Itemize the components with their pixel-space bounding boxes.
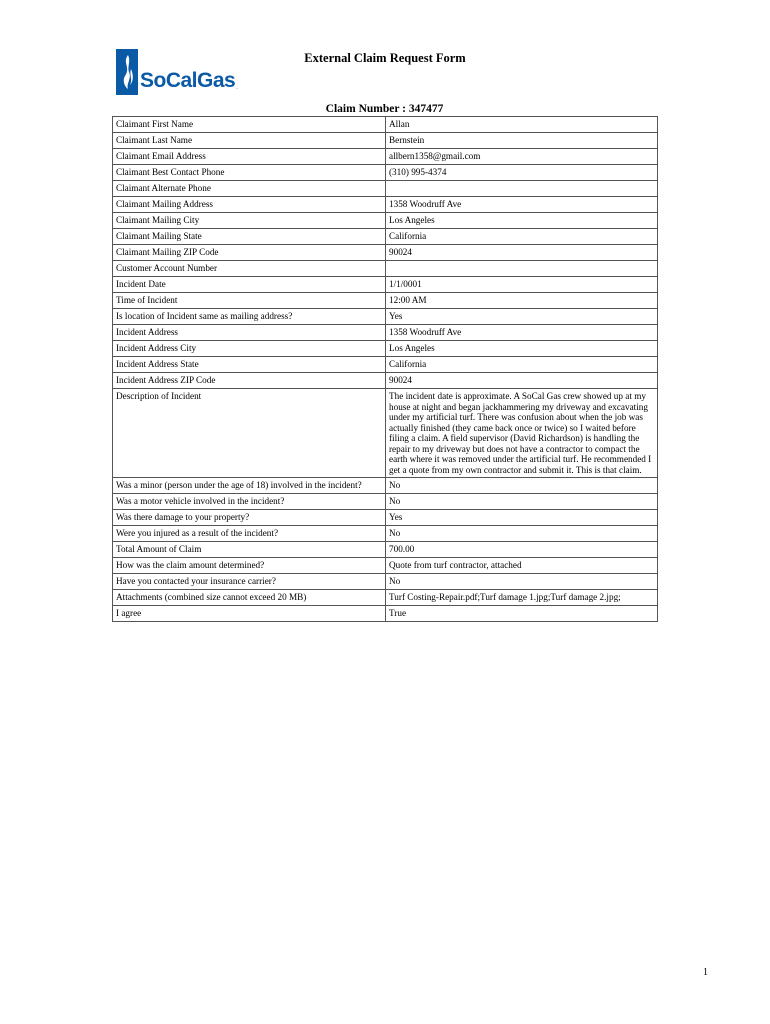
field-value: True — [386, 606, 658, 622]
field-value: 90024 — [386, 373, 658, 389]
field-label: Time of Incident — [113, 293, 386, 309]
table-row — [113, 309, 658, 325]
table-row — [113, 558, 658, 574]
field-label: I agree — [113, 606, 386, 622]
field-label: Was a minor (person under the age of 18) involved in the incident? — [113, 478, 386, 494]
field-value: 90024 — [386, 245, 658, 261]
logo-wordmark: SoCalGas — [140, 69, 236, 92]
claim-number: Claim Number : 347477 — [325, 103, 444, 115]
field-value: Allan — [386, 117, 658, 133]
table-row — [113, 213, 658, 229]
field-value: Los Angeles — [386, 213, 658, 229]
field-label: Incident Address ZIP Code — [113, 373, 386, 389]
table-row — [113, 293, 658, 309]
field-label: Claimant Email Address — [113, 149, 386, 165]
claim-details-table — [112, 116, 658, 622]
field-label: Incident Date — [113, 277, 386, 293]
field-label: Description of Incident — [113, 389, 386, 478]
field-label: Have you contacted your insurance carrier? — [113, 574, 386, 590]
table-row — [113, 277, 658, 293]
field-value: No — [386, 494, 658, 510]
table-row — [113, 165, 658, 181]
field-label: Claimant First Name — [113, 117, 386, 133]
table-row — [113, 181, 658, 197]
table-row — [113, 117, 658, 133]
form-title: External Claim Request Form — [304, 51, 466, 65]
field-value: allbern1358@gmail.com — [386, 149, 658, 165]
field-value: 1/1/0001 — [386, 277, 658, 293]
table-row — [113, 526, 658, 542]
field-label: Incident Address — [113, 325, 386, 341]
field-label: Total Amount of Claim — [113, 542, 386, 558]
field-value: 1358 Woodruff Ave — [386, 197, 658, 213]
field-value: (310) 995-4374 — [386, 165, 658, 181]
field-label: Claimant Mailing City — [113, 213, 386, 229]
field-value: Los Angeles — [386, 341, 658, 357]
page-number: 1 — [703, 967, 708, 978]
table-row — [113, 341, 658, 357]
field-value: California — [386, 357, 658, 373]
table-row — [113, 261, 658, 277]
field-label: Customer Account Number — [113, 261, 386, 277]
table-row — [113, 229, 658, 245]
table-row — [113, 494, 658, 510]
field-value: No — [386, 478, 658, 494]
logo-trademark: . — [236, 85, 238, 91]
field-label: Claimant Mailing State — [113, 229, 386, 245]
field-label: Incident Address State — [113, 357, 386, 373]
table-row — [113, 357, 658, 373]
field-label: How was the claim amount determined? — [113, 558, 386, 574]
table-row — [113, 245, 658, 261]
field-label: Claimant Best Contact Phone — [113, 165, 386, 181]
field-value: The incident date is approximate. A SoCal Gas crew showed up at my house at night and began jackhammering my driveway and excavating under my artificial turf. There was confusion about when the job was actually finished (they came back once or twice) so I waited before filing a claim. A field supervisor (David Richardson) is handling the repair to my driveway but does not have a contractor to compact the earth where it was removed under the artificial turf. He recommended I get a quote from my own contractor and submit it. This is that claim. — [386, 389, 658, 478]
table-row — [113, 510, 658, 526]
field-value: California — [386, 229, 658, 245]
field-value: Yes — [386, 510, 658, 526]
field-value — [386, 261, 658, 277]
table-row — [113, 197, 658, 213]
field-label: Claimant Last Name — [113, 133, 386, 149]
table-row — [113, 373, 658, 389]
field-value: 1358 Woodruff Ave — [386, 325, 658, 341]
field-value: No — [386, 526, 658, 542]
table-row — [113, 325, 658, 341]
table-row — [113, 606, 658, 622]
table-row — [113, 149, 658, 165]
field-label: Claimant Mailing Address — [113, 197, 386, 213]
table-row — [113, 133, 658, 149]
field-value: Yes — [386, 309, 658, 325]
table-row — [113, 542, 658, 558]
field-label: Is location of Incident same as mailing address? — [113, 309, 386, 325]
field-value: No — [386, 574, 658, 590]
field-label: Was a motor vehicle involved in the incident? — [113, 494, 386, 510]
field-value: 700.00 — [386, 542, 658, 558]
field-label: Were you injured as a result of the incident? — [113, 526, 386, 542]
table-row — [113, 574, 658, 590]
field-label: Claimant Alternate Phone — [113, 181, 386, 197]
field-value — [386, 181, 658, 197]
field-value: 12:00 AM — [386, 293, 658, 309]
field-value: Quote from turf contractor, attached — [386, 558, 658, 574]
table-row — [113, 478, 658, 494]
field-label: Was there damage to your property? — [113, 510, 386, 526]
table-row — [113, 389, 658, 478]
field-label: Attachments (combined size cannot exceed 20 MB) — [113, 590, 386, 606]
field-label: Claimant Mailing ZIP Code — [113, 245, 386, 261]
table-row — [113, 590, 658, 606]
field-label: Incident Address City — [113, 341, 386, 357]
field-value: Bernstein — [386, 133, 658, 149]
field-value: Turf Costing-Repair.pdf;Turf damage 1.jpg;Turf damage 2.jpg; — [386, 590, 658, 606]
